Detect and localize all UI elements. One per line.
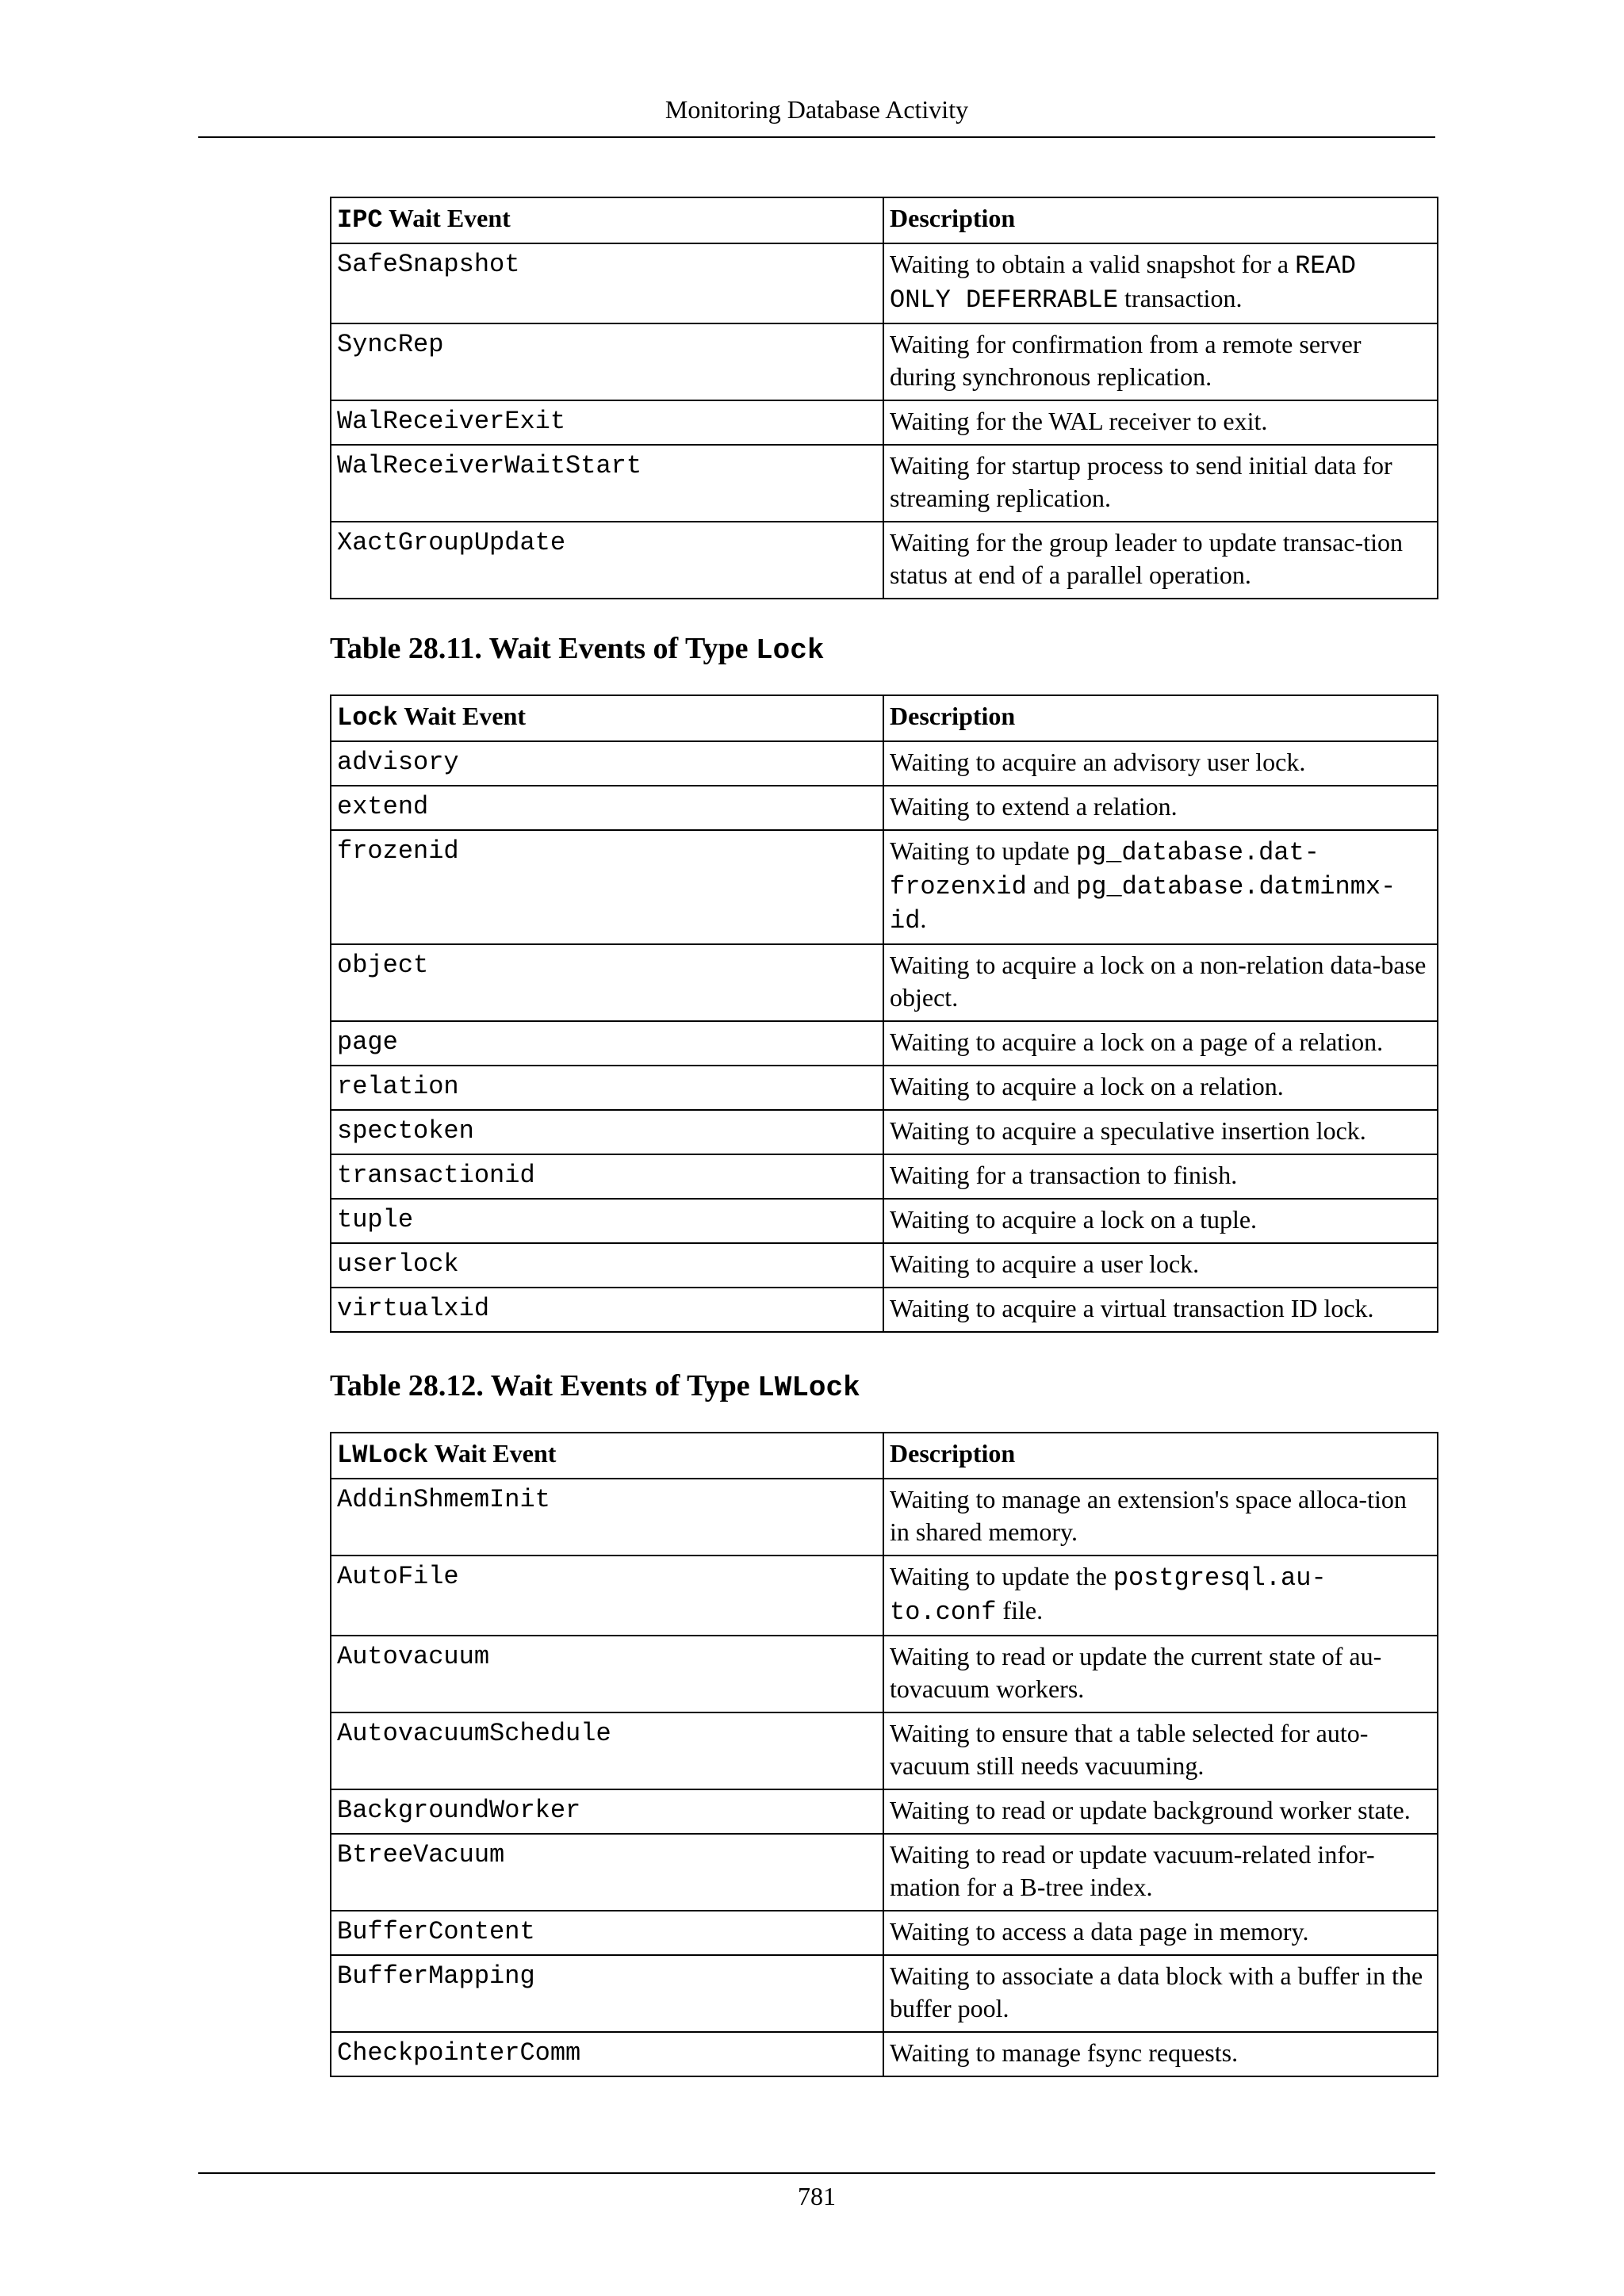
wait-event-name: SafeSnapshot — [331, 243, 883, 323]
table-header-row — [331, 197, 1438, 243]
description-text: Waiting to update — [890, 836, 1076, 865]
wait-event-description — [883, 1712, 1438, 1789]
wait-event-description — [883, 400, 1438, 445]
wait-event-description — [883, 786, 1438, 830]
table-row — [331, 1110, 1438, 1154]
description-column-header: Description — [883, 197, 1438, 243]
wait-event-name: BufferMapping — [331, 1955, 883, 2032]
description-text: Waiting to acquire an advisory user lock. — [890, 748, 1306, 776]
description-text: Waiting to acquire a speculative insertion lock. — [890, 1116, 1366, 1145]
description-text: Waiting to update the — [890, 1562, 1113, 1590]
wait-event-description — [883, 1288, 1438, 1332]
wait-event-name: advisory — [331, 741, 883, 786]
wait-event-description — [883, 445, 1438, 522]
table-row — [331, 1199, 1438, 1243]
table-row — [331, 323, 1438, 400]
lwlock-table-caption: Table 28.12. Wait Events of Type LWLock — [330, 1369, 860, 1404]
description-text: Waiting for a transaction to finish. — [890, 1161, 1238, 1189]
wait-event-description — [883, 1066, 1438, 1110]
description-text: Waiting to obtain a valid snapshot for a — [890, 250, 1296, 278]
wait-event-name: Autovacuum — [331, 1636, 883, 1712]
description-text: Waiting to read or update background worker state. — [890, 1796, 1411, 1824]
description-text: Waiting for the WAL receiver to exit. — [890, 407, 1268, 435]
wait-event-name: CheckpointerComm — [331, 2032, 883, 2076]
code-literal: pg_database.datminmx-id — [890, 872, 1396, 936]
wait-event-description — [883, 1636, 1438, 1712]
table-row — [331, 445, 1438, 522]
wait-event-description — [883, 830, 1438, 944]
wait-event-description — [883, 1911, 1438, 1955]
table-row — [331, 522, 1438, 599]
table-row — [331, 830, 1438, 944]
wait-event-description — [883, 243, 1438, 323]
wait-event-description — [883, 741, 1438, 786]
description-text: Waiting for startup process to send initial data for streaming replication. — [890, 451, 1392, 512]
wait-event-description — [883, 2032, 1438, 2076]
event-column-header: Lock Wait Event — [331, 695, 883, 741]
code-literal: pg_database.dat-frozenxid — [890, 838, 1320, 901]
wait-event-description — [883, 1479, 1438, 1556]
description-text: Waiting to extend a relation. — [890, 792, 1178, 821]
description-text: Waiting to acquire a lock on a relation. — [890, 1072, 1284, 1100]
wait-event-name: virtualxid — [331, 1288, 883, 1332]
table-row — [331, 243, 1438, 323]
wait-event-name: tuple — [331, 1199, 883, 1243]
description-text: . — [920, 905, 927, 933]
wait-event-name: transactionid — [331, 1154, 883, 1199]
page-number: 781 — [798, 2182, 836, 2210]
wait-event-name: extend — [331, 786, 883, 830]
wait-event-description — [883, 1110, 1438, 1154]
description-text: Waiting to associate a data block with a buffer in the buffer pool. — [890, 1961, 1423, 2022]
wait-event-description — [883, 1021, 1438, 1066]
description-column-header: Description — [883, 695, 1438, 741]
description-text: Waiting to read or update the current state of au-tovacuum workers. — [890, 1642, 1382, 1703]
description-text: Waiting for confirmation from a remote server during synchronous replication. — [890, 330, 1362, 391]
wait-event-name: spectoken — [331, 1110, 883, 1154]
description-text: transaction. — [1118, 284, 1243, 312]
wait-event-description — [883, 1834, 1438, 1911]
table-row — [331, 1636, 1438, 1712]
wait-event-name: WalReceiverExit — [331, 400, 883, 445]
table-row — [331, 1288, 1438, 1332]
table-row — [331, 400, 1438, 445]
table-row — [331, 1479, 1438, 1556]
header-rule — [198, 136, 1435, 138]
wait-event-name: WalReceiverWaitStart — [331, 445, 883, 522]
wait-event-name: BackgroundWorker — [331, 1789, 883, 1834]
wait-event-description — [883, 323, 1438, 400]
table-header-row — [331, 1433, 1438, 1479]
wait-event-name: AutoFile — [331, 1556, 883, 1636]
wait-event-description — [883, 1199, 1438, 1243]
wait-event-name: BtreeVacuum — [331, 1834, 883, 1911]
wait-event-description — [883, 522, 1438, 599]
wait-event-description — [883, 1154, 1438, 1199]
table-row — [331, 1243, 1438, 1288]
description-text: Waiting to access a data page in memory. — [890, 1917, 1309, 1946]
ipc-wait-events-table — [330, 197, 1438, 599]
table-row — [331, 1021, 1438, 1066]
lock-table-caption: Table 28.11. Wait Events of Type Lock — [330, 632, 825, 667]
table-row — [331, 1712, 1438, 1789]
wait-event-description — [883, 944, 1438, 1021]
wait-event-description — [883, 1955, 1438, 2032]
lwlock-wait-events-table — [330, 1432, 1438, 2077]
wait-event-description — [883, 1789, 1438, 1834]
wait-event-name: page — [331, 1021, 883, 1066]
description-text: Waiting to acquire a virtual transaction ID lock. — [890, 1294, 1374, 1322]
lock-wait-events-table — [330, 695, 1438, 1333]
wait-event-name: BufferContent — [331, 1911, 883, 1955]
description-text: Waiting to read or update vacuum-related infor-mation for a B-tree index. — [890, 1840, 1375, 1901]
wait-event-name: frozenid — [331, 830, 883, 944]
table-row — [331, 1789, 1438, 1834]
wait-event-description — [883, 1556, 1438, 1636]
description-text: Waiting to ensure that a table selected for auto-vacuum still needs vacuuming. — [890, 1719, 1369, 1780]
table-row — [331, 1911, 1438, 1955]
description-text: Waiting for the group leader to update transac-tion status at end of a parallel operation. — [890, 528, 1403, 589]
wait-event-name: SyncRep — [331, 323, 883, 400]
description-text: Waiting to acquire a lock on a non-relation data-base object. — [890, 951, 1427, 1012]
description-text: Waiting to acquire a lock on a page of a relation. — [890, 1027, 1384, 1056]
wait-event-name: userlock — [331, 1243, 883, 1288]
table-row — [331, 944, 1438, 1021]
event-column-header: LWLock Wait Event — [331, 1433, 883, 1479]
wait-event-name: XactGroupUpdate — [331, 522, 883, 599]
table-row — [331, 1955, 1438, 2032]
running-header: Monitoring Database Activity — [665, 95, 969, 124]
table-row — [331, 1556, 1438, 1636]
table-row — [331, 741, 1438, 786]
table-row — [331, 1834, 1438, 1911]
description-column-header: Description — [883, 1433, 1438, 1479]
table-row — [331, 1066, 1438, 1110]
description-text: and — [1026, 871, 1077, 899]
event-column-header: IPC Wait Event — [331, 197, 883, 243]
description-text: file. — [996, 1596, 1044, 1624]
description-text: Waiting to manage fsync requests. — [890, 2038, 1239, 2067]
description-text: Waiting to acquire a lock on a tuple. — [890, 1205, 1258, 1234]
wait-event-description — [883, 1243, 1438, 1288]
footer-rule — [198, 2172, 1435, 2174]
wait-event-name: AutovacuumSchedule — [331, 1712, 883, 1789]
description-text: Waiting to acquire a user lock. — [890, 1249, 1200, 1278]
table-row — [331, 2032, 1438, 2076]
table-row — [331, 786, 1438, 830]
code-literal: READ ONLY DEFERRABLE — [890, 251, 1356, 315]
wait-event-name: object — [331, 944, 883, 1021]
wait-event-name: AddinShmemInit — [331, 1479, 883, 1556]
table-header-row — [331, 695, 1438, 741]
code-literal: postgresql.au-to.conf — [890, 1563, 1327, 1627]
wait-event-name: relation — [331, 1066, 883, 1110]
table-row — [331, 1154, 1438, 1199]
description-text: Waiting to manage an extension's space alloca-tion in shared memory. — [890, 1485, 1407, 1546]
